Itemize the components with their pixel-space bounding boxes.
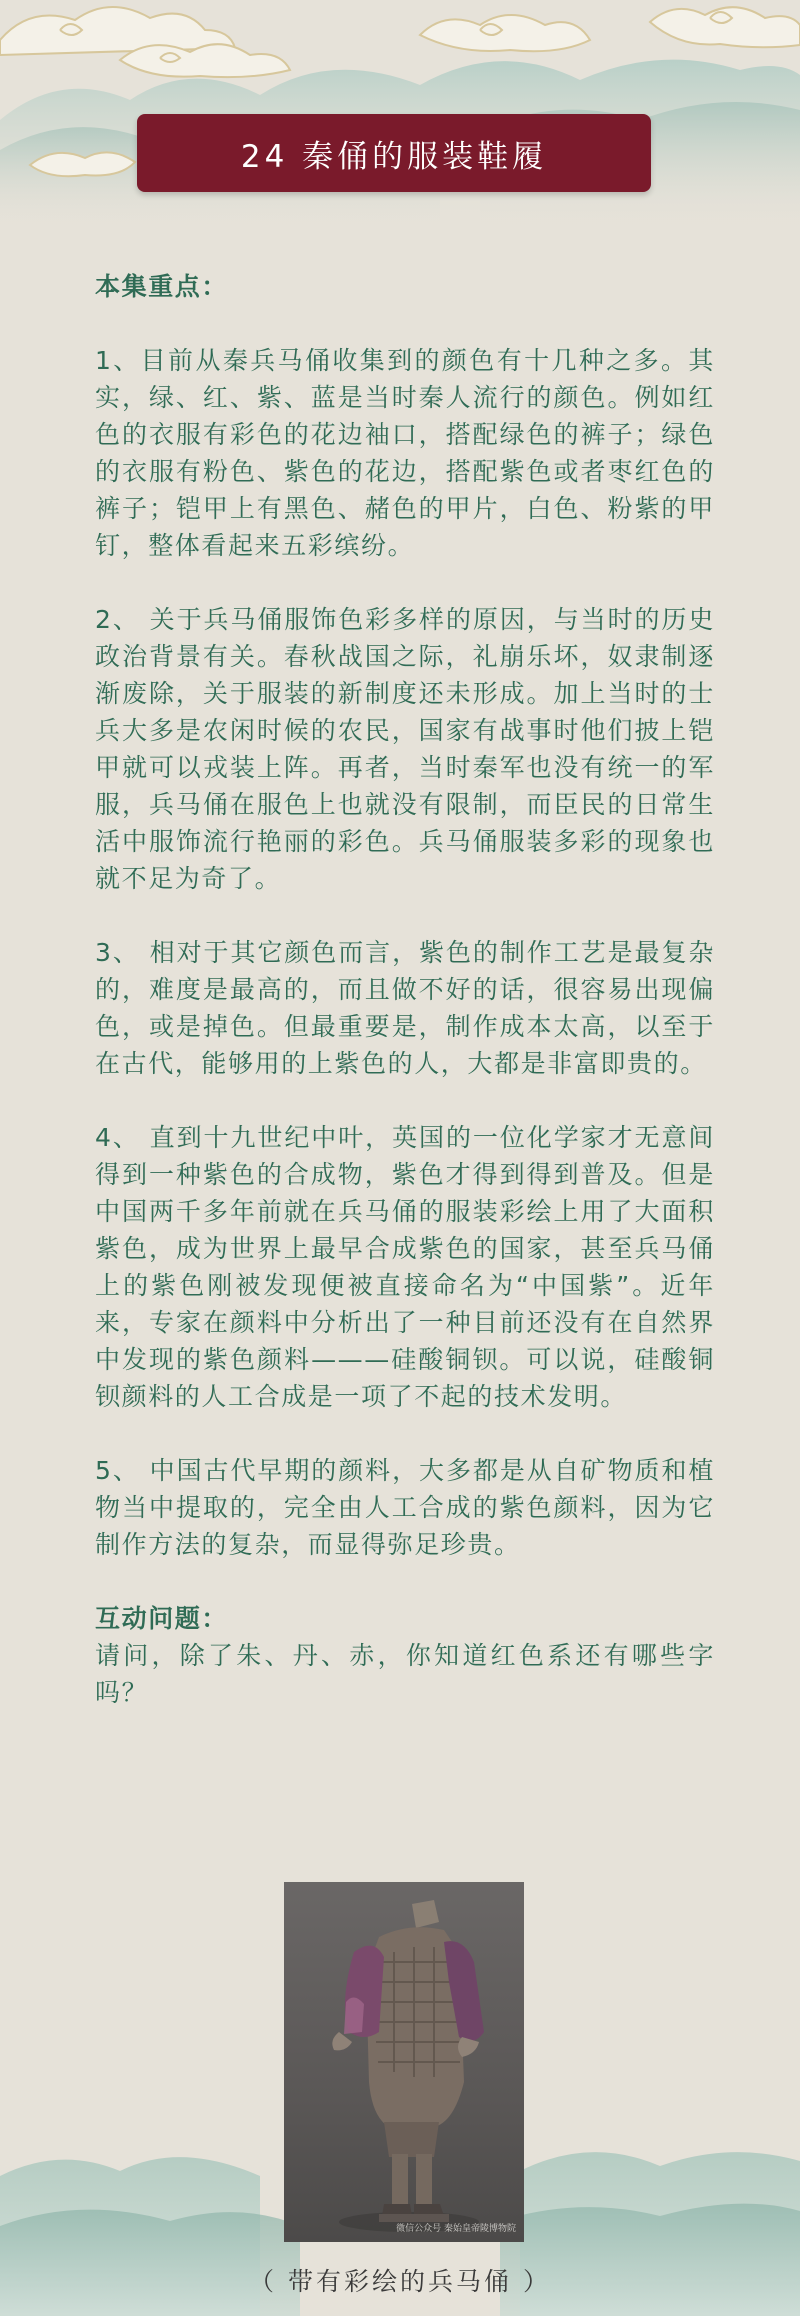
question-heading: 互动问题： — [95, 1604, 229, 1633]
paragraph-2: 2、 关于兵马俑服饰色彩多样的原因，与当时的历史政治背景有关。春秋战国之际，礼崩乐坏，奴隶制逐渐废除，关于服装的新制度还未形成。加上当时的士兵大多是农闲时候的农民，国家有战事时他们披上铠甲就可以戎装上阵。再者，当时秦军也没有统一的军服，兵马俑在服色上也就没有限制，而臣民的日常生活中服饰流行艳丽的彩色。兵马俑服装多彩的现象也就不足为奇了。 — [95, 605, 715, 893]
paragraph-1: 1、目前从秦兵马俑收集到的颜色有十几种之多。其实，绿、红、紫、蓝是当时秦人流行的颜色。例如红色的衣服有彩色的花边袖口，搭配绿色的裤子；绿色的衣服有粉色、紫色的花边，搭配紫色或者枣红色的裤子；铠甲上有黑色、赭色的甲片，白色、粉紫的甲钉，整体看起来五彩缤纷。 — [95, 346, 715, 560]
page-title: 24 秦俑的服装鞋履 — [240, 138, 548, 175]
terracotta-warrior-illustration — [284, 1882, 524, 2242]
paragraph-3: 3、 相对于其它颜色而言，紫色的制作工艺是最复杂的，难度是最高的，而且做不好的话，很容易出现偏色，或是掉色。但最重要是，制作成本太高，以至于在古代，能够用的上紫色的人，大都是非富即贵的。 — [95, 938, 715, 1078]
section-heading: 本集重点： — [95, 272, 229, 301]
paragraph-4: 4、 直到十九世纪中叶，英国的一位化学家才无意间得到一种紫色的合成物，紫色才得到得到普及。但是中国两千多年前就在兵马俑的服装彩绘上用了大面积紫色，成为世界上最早合成紫色的国家，甚至兵马俑上的紫色刚被发现便被直接命名为“中国紫”。近年来，专家在颜料中分析出了一种目前还没有在自然界中发现的紫色颜料———硅酸铜钡。可以说，硅酸铜钡颜料的人工合成是一项了不起的技术发明。 — [95, 1123, 715, 1411]
question-text: 请问，除了朱、丹、赤，你知道红色系还有哪些字吗？ — [95, 1641, 715, 1707]
paragraph-5: 5、 中国古代早期的颜料，大多都是从自矿物质和植物当中提取的，完全由人工合成的紫色颜料，因为它制作方法的复杂，而显得弥足珍贵。 — [95, 1456, 715, 1559]
article-body — [95, 268, 715, 1711]
photo-watermark: 微信公众号 秦始皇帝陵博物院 — [396, 2224, 516, 2234]
figure-caption: （ 带有彩绘的兵马俑 ） — [249, 2267, 551, 2296]
terracotta-warrior-photo — [284, 1882, 524, 2242]
title-banner — [137, 114, 651, 192]
